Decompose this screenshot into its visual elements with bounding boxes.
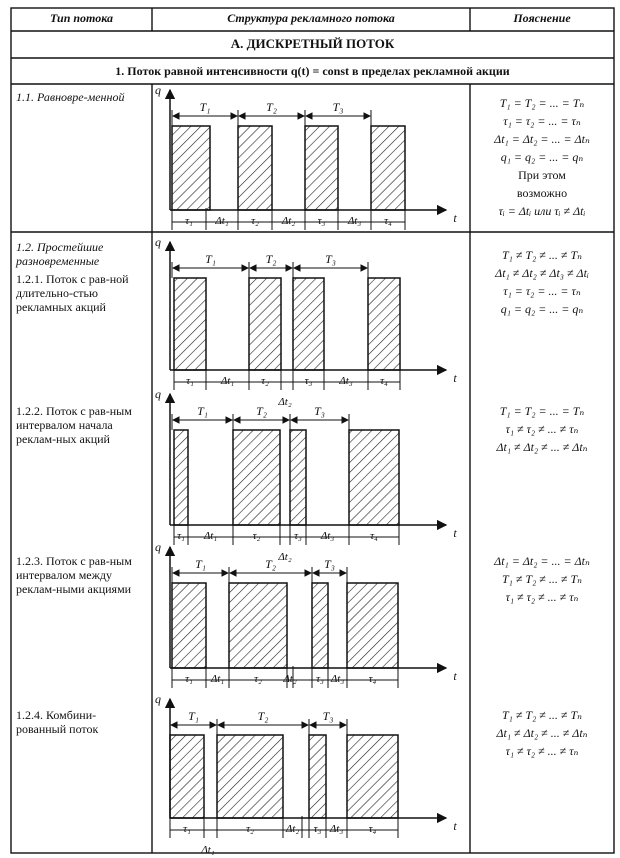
- segment-label: τ₂: [251, 215, 259, 227]
- t-axis-label: t: [453, 526, 457, 540]
- diagram-4: [155, 540, 457, 688]
- ad-action-bar: [309, 735, 326, 818]
- segment-label: Δt₃: [329, 823, 344, 835]
- row-label-text: 1.2.4. Комбини-рованный поток: [16, 708, 99, 736]
- explanation-line: τ₁ = τ₂ = ... = τₙ: [503, 284, 581, 298]
- ad-action-bar: [349, 430, 399, 525]
- ad-action-bar: [174, 430, 188, 525]
- small-interval-label: Δt₂: [278, 551, 292, 563]
- period-label: T₁: [188, 709, 199, 723]
- segment-label: τ₁: [186, 375, 194, 387]
- explanation-line: q₁ = q₂ = ... = qₙ: [500, 302, 584, 316]
- segment-label: Δt₁: [220, 375, 235, 387]
- segment-label: τ₄: [380, 375, 388, 387]
- segment-label: τ₃: [304, 375, 313, 387]
- ad-action-bar: [290, 430, 306, 525]
- ad-action-bar: [172, 126, 210, 210]
- row-label-3: [12, 398, 150, 448]
- segment-label: τ₂: [252, 530, 261, 542]
- ad-action-bar: [172, 583, 206, 668]
- explanation-line: Δt₁ ≠ Δt₂ ≠ ... ≠ Δtₙ: [496, 726, 588, 740]
- segment-label: τ₃: [317, 215, 326, 227]
- row-label-text: 1.2.3. Поток с рав-ным интервалом между реклам-ными акциями: [16, 554, 132, 596]
- segment-label: τ₁: [185, 673, 193, 685]
- q-axis-label: q: [155, 235, 161, 249]
- segment-label: τ₁: [183, 823, 191, 835]
- q-axis-label: q: [155, 692, 161, 706]
- explanation-4: [472, 552, 612, 606]
- ad-action-bar: [293, 278, 324, 370]
- small-interval-label: Δt₁: [201, 844, 215, 856]
- subsection-title: 1. Поток равной интенсивности q(t) = const в пределах рекламной акции: [115, 64, 510, 78]
- period-label: T₁: [205, 252, 216, 266]
- explanation-line: Δt₁ ≠ Δt₂ ≠ Δt₃ ≠ Δtᵢ: [495, 266, 589, 280]
- ad-action-bar: [229, 583, 287, 668]
- ad-action-bar: [174, 278, 206, 370]
- segment-label: Δt₂: [283, 673, 297, 685]
- segment-label: τ₁: [177, 530, 185, 542]
- segment-label: Δt₁: [203, 530, 218, 542]
- ad-action-bar: [347, 735, 398, 818]
- segment-label: τ₁: [185, 215, 193, 227]
- t-axis-label: t: [453, 211, 457, 225]
- period-label: T₃: [325, 252, 336, 266]
- explanation-line: T₁ ≠ T₂ ≠ ... ≠ Tₙ: [502, 248, 582, 262]
- explanation-line: T₁ = T₂ = ... = Tₙ: [499, 96, 585, 110]
- segment-label: τ₃: [294, 530, 302, 542]
- period-label: T₂: [265, 557, 276, 571]
- segment-label: τ₄: [384, 215, 392, 227]
- header-type: Тип потока: [49, 11, 114, 25]
- segment-label: τ₂: [246, 823, 254, 835]
- row-label-italic: 1.2. Простейшие разновременные: [16, 240, 104, 268]
- ad-action-bar: [238, 126, 272, 210]
- explanation-line: Δt₁ = Δt₂ = ... = Δtₙ: [494, 554, 590, 568]
- t-axis-label: t: [453, 371, 457, 385]
- ad-action-bar: [249, 278, 281, 370]
- period-label: T₁: [199, 100, 211, 114]
- q-axis-label: q: [155, 387, 161, 401]
- ad-action-bar: [305, 126, 338, 210]
- diagram-5: [155, 692, 457, 856]
- row-label-5: [12, 702, 150, 738]
- explanation-line: τ₁ = τ₂ = ... = τₙ: [503, 114, 581, 128]
- explanation-line: T₁ ≠ T₂ ≠ ... ≠ Tₙ: [502, 572, 582, 586]
- period-label: T₃: [314, 404, 325, 418]
- segment-label: Δt₁: [215, 215, 229, 227]
- explanation-3: [472, 402, 612, 456]
- segment-label: τ₂: [261, 375, 269, 387]
- period-label: T₁: [195, 557, 206, 571]
- segment-label: τ₂: [254, 673, 262, 685]
- segment-label: τ₃: [316, 673, 324, 685]
- row-label-text: 1.2.2. Поток с рав-ным интервалом начала реклам-ных акций: [16, 404, 132, 446]
- row-label-text: 1.2.1. Поток с рав-ной длительно-стью рекламных акций: [16, 272, 129, 314]
- explanation-line: Δt₁ ≠ Δt₂ ≠ ... ≠ Δtₙ: [496, 440, 588, 454]
- period-label: T₂: [265, 252, 277, 266]
- q-axis-label: q: [155, 83, 161, 97]
- explanation-line: τ₁ ≠ τ₂ ≠ ... ≠ τₙ: [505, 590, 579, 604]
- segment-label: τ₄: [368, 673, 377, 685]
- segment-label: Δt₂: [281, 215, 296, 227]
- explanation-line: T₁ = T₂ = ... = Tₙ: [499, 404, 585, 418]
- row-label-2: [12, 238, 150, 316]
- period-label: T₂: [257, 709, 269, 723]
- row-label-1: [12, 88, 150, 106]
- row-label-4: [12, 548, 150, 598]
- explanation-line: τ₁ ≠ τ₂ ≠ ... ≠ τₙ: [505, 744, 579, 758]
- explanation-line: τᵢ = Δtᵢ или τᵢ ≠ Δtᵢ: [498, 204, 586, 218]
- diagram-2: [155, 235, 457, 408]
- explanation-line: При этом: [518, 168, 566, 182]
- ad-action-bar: [347, 583, 398, 668]
- explanation-line: возможно: [516, 186, 568, 200]
- period-label: T₃: [324, 557, 335, 571]
- segment-label: Δt₃: [330, 673, 345, 685]
- explanation-line: τ₁ ≠ τ₂ ≠ ... ≠ τₙ: [505, 422, 579, 436]
- segment-label: τ₄: [370, 530, 378, 542]
- period-label: T₂: [256, 404, 267, 418]
- explanation-line: T₁ ≠ T₂ ≠ ... ≠ Tₙ: [502, 708, 582, 722]
- t-axis-label: t: [453, 669, 457, 683]
- t-axis-label: t: [453, 819, 457, 833]
- q-axis-label: q: [155, 540, 161, 554]
- ad-action-bar: [371, 126, 405, 210]
- ad-action-bar: [233, 430, 280, 525]
- explanation-2: [472, 246, 612, 318]
- segment-label: Δt₂: [285, 823, 300, 835]
- period-label: T₁: [197, 404, 208, 418]
- explanation-line: q₁ = q₂ = ... = qₙ: [500, 150, 584, 164]
- ad-action-bar: [368, 278, 400, 370]
- explanation-line: Δt₁ = Δt₂ = ... = Δtₙ: [494, 132, 590, 146]
- segment-label: Δt₃: [347, 215, 362, 227]
- ad-action-bar: [217, 735, 283, 818]
- segment-label: Δt₃: [339, 375, 353, 387]
- ad-action-bar: [170, 735, 204, 818]
- ad-action-bar: [312, 583, 328, 668]
- period-label: T₃: [322, 709, 334, 723]
- row-label-italic: 1.1. Равновре-менной: [16, 90, 125, 104]
- segment-label: τ₃: [313, 823, 322, 835]
- period-label: T₂: [266, 100, 277, 114]
- explanation-1: [472, 94, 612, 220]
- segment-label: Δt₁: [210, 673, 225, 685]
- header-explanation: Пояснение: [513, 11, 571, 25]
- explanation-5: [472, 706, 612, 760]
- section-title: А. ДИСКРЕТНЫЙ ПОТОК: [230, 36, 395, 51]
- header-structure: Структура рекламного потока: [227, 11, 395, 25]
- segment-label: Δt₃: [320, 530, 335, 542]
- period-label: T₃: [332, 100, 344, 114]
- diagram-1: [155, 83, 457, 230]
- small-interval-label: Δt₂: [278, 396, 292, 408]
- segment-label: τ₄: [368, 823, 377, 835]
- diagram-3: [155, 387, 457, 563]
